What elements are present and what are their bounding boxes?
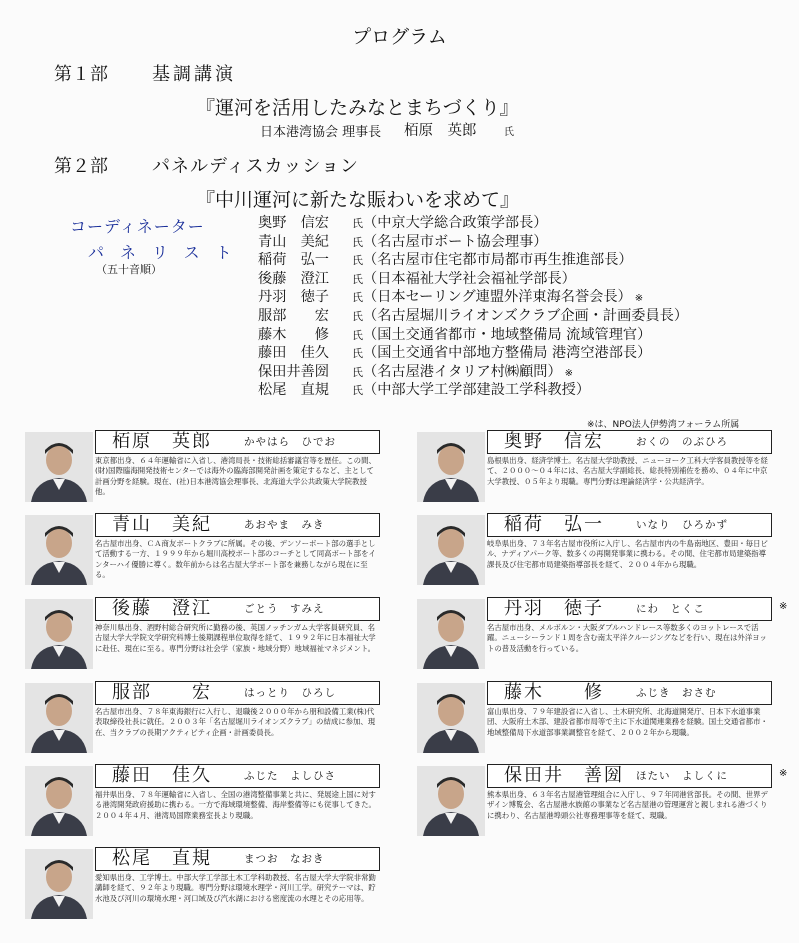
roster-affiliation: （国土交通省都市・地域整備局 流域管理官） (363, 326, 652, 343)
roster-name: 稲荷 弘一 (258, 252, 329, 269)
roster-affiliation: （名古屋市住宅都市局都市再生推進部長） (363, 252, 633, 269)
roster-row (258, 307, 691, 326)
profile-bio: 熊本県出身、６３年名古屋港管理組合に入庁し、９７年同港営部長。その間、世界デザイン博覧会、名古屋港水族館の事業など名古屋港の管理運営と親しまれる港づくりに携わり、名古屋港埠頭公社専務理事等を経て、現職。 (487, 790, 768, 820)
profile-bio: 岐阜県出身、７３年名古屋市役所に入庁し、名古屋市内の牛島南地区、豊田・毎日ビル、ナディアパーク等、数多くの再開発事業に携わる。その間、住宅都市局建築指導課長及び住宅都市局建築指導部長を経て、２００４年から現職。 (487, 539, 768, 569)
profile-name: 服部 宏 (112, 682, 212, 703)
profile-photo (25, 432, 93, 502)
person-photo-icon (417, 766, 485, 836)
roster-row (258, 344, 691, 363)
roster-row (258, 251, 691, 270)
part2-name: パネルディスカッション (152, 156, 360, 177)
profile-reading: かやはら ひでお (244, 436, 336, 448)
profile-photo (25, 766, 93, 836)
profile-card (417, 513, 772, 589)
part1-honorific: 氏 (504, 127, 514, 138)
roster-row (258, 270, 691, 289)
profile-reading: にわ とくこ (636, 603, 705, 615)
part1-label: 第１部 (54, 64, 108, 85)
profile-reading: はっとり ひろし (244, 687, 336, 699)
roster-affiliation: （日本セーリング連盟外洋東海名誉会長） (363, 289, 632, 306)
roster-row (258, 214, 691, 233)
profile-name-box (95, 681, 380, 705)
profile-name-box (487, 681, 772, 705)
profile-reading: ふじき おさむ (636, 687, 717, 699)
profile-name: 栢原 英郎 (112, 431, 212, 452)
roster-row (258, 233, 691, 252)
part2-talk-title: 『中川運河に新たな賑わいを求めて』 (196, 189, 520, 211)
person-photo-icon (417, 599, 485, 669)
profile-name-box (95, 597, 380, 621)
person-photo-icon (25, 599, 93, 669)
profile-reading: いなり ひろかず (636, 519, 728, 531)
roster-suffix: 氏 (352, 254, 363, 268)
profile-card (25, 847, 380, 923)
person-photo-icon (25, 766, 93, 836)
profile-bio: 名古屋市出身、メルボルン・大阪ダブルハンドレース等数多くのヨットレースで活躍。ニューシーランド１周を含む南太平洋クルージングなどを行い、現在は外洋ヨットの普及活動を行っている。 (487, 623, 767, 653)
profile-card (25, 430, 380, 506)
profile-card (25, 681, 380, 757)
coordinator-label: コーディネーター (70, 217, 205, 236)
profile-name-box (487, 430, 772, 454)
profile-card (25, 597, 380, 673)
roster-suffix: 氏 (352, 291, 363, 305)
person-photo-icon (417, 432, 485, 502)
profile-bio: 福井県出身、７８年運輸省に入省し、全国の港湾整備事業と共に、発展途上国に対する港湾開発政府援助に携わる。一方で海域環境整備、海岸整備等にも従事してきた。２００４年４月、港湾局国際業務室長より現職。 (95, 790, 376, 820)
roster-suffix: 氏 (352, 217, 363, 230)
profile-card (417, 681, 772, 757)
profile-reading: まつお なおき (244, 853, 325, 865)
person-photo-icon (25, 515, 93, 585)
profile-card (417, 764, 772, 840)
roster-suffix: 氏 (352, 328, 363, 342)
roster-row (258, 381, 691, 400)
roster-row (258, 288, 691, 307)
profile-name-box (487, 513, 772, 537)
profile-name-box (95, 847, 380, 871)
roster-name: 松尾 直規 (258, 382, 329, 399)
person-photo-icon (25, 849, 93, 919)
roster-name: 丹羽 徳子 (258, 289, 329, 306)
profile-bio: 東京都出身、６４年運輸省に入省し、港湾局長・技術総括審議官等を歴任。この間、(財)国際臨海開発技術センターでは海外の臨海部開発計画を策定するなど、主として計画分野を経験。現在、(社)日本港湾協会理事長、北海道大学公共政策大学院教授他。 (95, 456, 376, 497)
roster-name: 青山 美紀 (258, 233, 329, 250)
roster-affiliation: （名古屋市ボート協会理事） (363, 233, 548, 250)
profile-photo (417, 599, 485, 669)
roster-affiliation: （中京大学総合政策学部長） (363, 215, 548, 231)
profile-card (25, 513, 380, 589)
roster-name: 後藤 澄江 (258, 270, 329, 287)
profile-name: 保田井 善圀 (504, 765, 624, 786)
roster-suffix: 氏 (352, 365, 363, 379)
profile-name: 丹羽 徳子 (504, 598, 604, 619)
profile-photo (25, 683, 93, 753)
profile-bio: 富山県出身、７９年建設省に入省し、土木研究所、北海道開発庁、日本下水道事業団、大阪府土木部、建設省都市局等で主に下水道関連業務を経験。国土交通省都市・地域整備局下水道部事業調整官を経て、２００２年から現職。 (487, 707, 768, 737)
roster-suffix: 氏 (352, 309, 363, 323)
roster-suffix: 氏 (352, 347, 363, 361)
part1-speaker-org: 日本港湾協会 理事長 (260, 125, 382, 140)
profile-bio: 愛知県出身、工学博士。中部大学工学部土木工学科助教授、名古屋大学大学院非常勤講師を経て、９２年より現職。専門分野は環境水理学・河川工学。研究テーマは、貯水池及び河川の環境水理・河口域及び汽水湖における密度流の水理とその応用等。 (95, 873, 376, 903)
profile-name: 藤田 佳久 (112, 765, 212, 786)
panelist-order-note: （五十音順） (96, 263, 162, 276)
profile-mark: ※ (779, 601, 788, 612)
roster-affiliation: （国土交通省中部地方整備局 港湾空港部長） (363, 345, 652, 362)
roster-row (258, 326, 691, 345)
roster-name: 奥野 信宏 (258, 215, 329, 231)
page-title: プログラム (352, 26, 447, 48)
part2-label: 第２部 (54, 156, 108, 177)
speaker-roster (258, 214, 691, 400)
person-photo-icon (25, 432, 93, 502)
roster-name: 保田井善圀 (258, 363, 329, 380)
part1-talk-title: 『運河を活用したみなとまちづくり』 (196, 97, 519, 119)
roster-name: 藤田 佳久 (258, 345, 329, 362)
profile-name: 後藤 澄江 (112, 598, 212, 619)
footnote: ※は、NPO法人伊勢湾フォーラム所属 (587, 420, 740, 430)
profile-name-box (487, 597, 772, 621)
profile-reading: ほたい よしくに (636, 770, 728, 782)
profile-bio: 名古屋市出身、７８年東海銀行に入行し、退職後２０００年から朋和設備工業(株)代表取締役社長に就任。２００３年「名古屋堀川ライオンズクラブ」の結成に参加、現在、当クラブの長期アクティビティ企画・計画委員長。 (95, 707, 376, 737)
roster-name: 服部 宏 (258, 307, 329, 324)
profile-name: 奥野 信宏 (504, 431, 604, 452)
part1-name: 基調講演 (152, 64, 236, 85)
roster-name: 藤木 修 (258, 326, 329, 343)
roster-affiliation: （名古屋堀川ライオンズクラブ企画・計画委員長） (363, 307, 689, 324)
roster-suffix: 氏 (352, 272, 363, 286)
profile-name-box (95, 764, 380, 788)
profile-card (417, 597, 772, 673)
profile-reading: ごとう すみえ (244, 603, 325, 615)
profile-card (417, 430, 772, 506)
profile-photo (417, 432, 485, 502)
part1-speaker-name: 栢原 英郎 (404, 123, 477, 139)
profile-photo (417, 683, 485, 753)
person-photo-icon (417, 683, 485, 753)
roster-affiliation: （中部大学工学部建設工学科教授） (363, 382, 591, 399)
profile-name-box (487, 764, 772, 788)
profile-reading: あおやま みき (244, 519, 325, 531)
profile-reading: ふじた よしひさ (244, 770, 336, 782)
profile-bio: 島根県出身、経済学博士。名古屋大学助教授、ニューヨーク工科大学客員教授等を経て、２０００～０４年には、名古屋大学副総長、総長特別補佐を務め、０４年に中京大学教授、０５年より現職。専門分野は理論経済学・公共経済学。 (487, 456, 768, 486)
roster-mark: ※ (564, 367, 574, 379)
profile-name: 青山 美紀 (112, 514, 212, 535)
roster-suffix: 氏 (352, 235, 363, 249)
profile-name: 松尾 直規 (112, 848, 212, 869)
profile-name-box (95, 513, 380, 537)
person-photo-icon (25, 683, 93, 753)
roster-suffix: 氏 (352, 384, 363, 398)
profile-card (25, 764, 380, 840)
roster-mark: ※ (634, 293, 644, 305)
profile-name: 稲荷 弘一 (504, 514, 604, 535)
profile-name-box (95, 430, 380, 454)
profile-reading: おくの のぶひろ (636, 436, 728, 448)
profile-photo (417, 766, 485, 836)
profile-photo (25, 599, 93, 669)
roster-row (258, 363, 691, 382)
profile-mark: ※ (779, 768, 788, 779)
person-photo-icon (417, 515, 485, 585)
roster-affiliation: （日本福祉大学社会福祉学部長） (363, 270, 576, 287)
profile-photo (417, 515, 485, 585)
profile-photo (25, 849, 93, 919)
panelist-label: パネリスト (88, 243, 248, 262)
roster-affiliation: （名古屋港イタリア村㈱顧問） (363, 363, 562, 380)
profile-bio: 神奈川県出身、酒野村総合研究所に勤務の後、英国ノッチンガム大学客員研究員、名古屋大学大学院文学研究科博士後期課程単位取得を経て、１９９２年に日本福祉大学に赴任、現在に至る。専門分野は社会学（家族・地域分野）地域福祉マネジメント。 (95, 623, 376, 653)
profile-name: 藤木 修 (504, 682, 604, 703)
profile-bio: 名古屋市出身、ＣＡ商友ボートクラブに所属。その後、デンソーボート部の選手として活動する一方、１９９９年から堀川高校ボート部のコーチとして同高ボート部をインターハイ優勝に導く。数年前からは名古屋大学ボート部を兼務しながら現在に至る。 (95, 539, 376, 580)
profile-photo (25, 515, 93, 585)
